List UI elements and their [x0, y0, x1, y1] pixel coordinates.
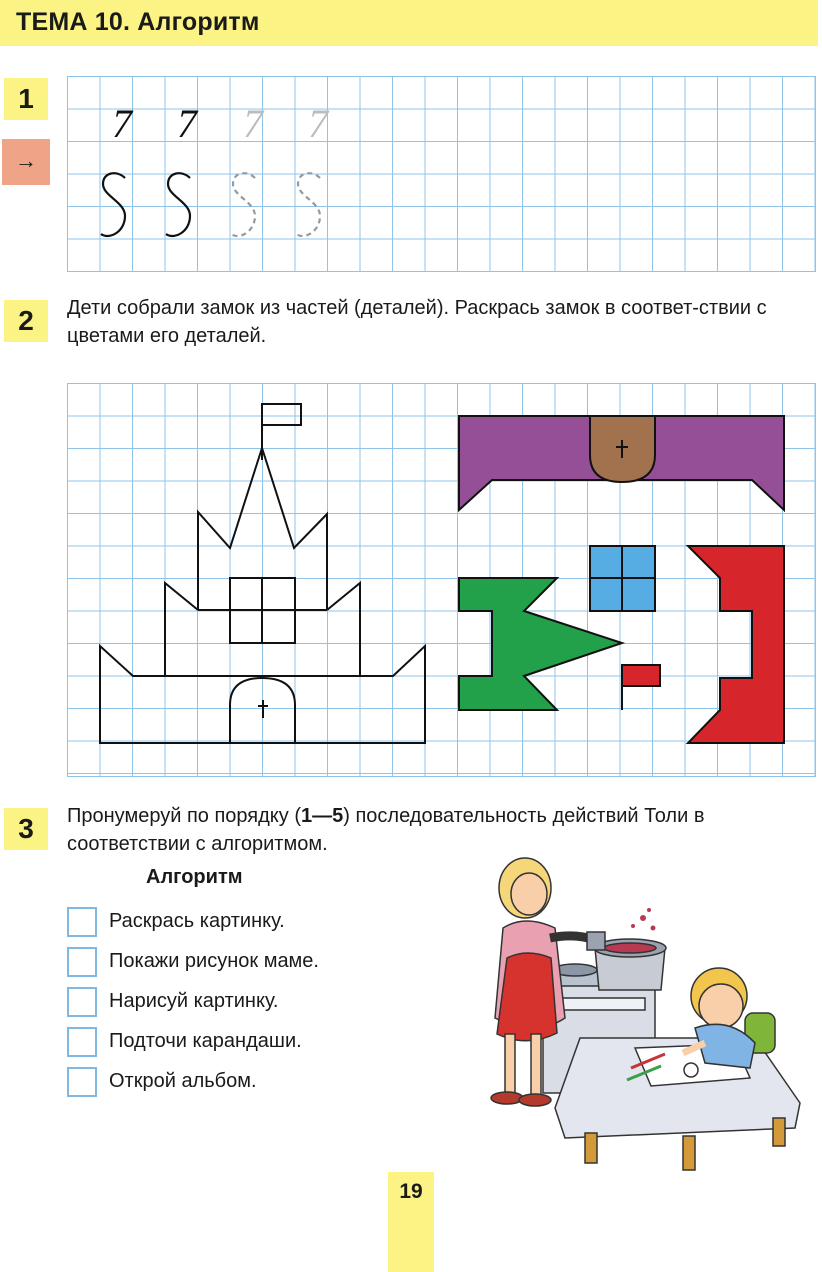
instruction-part-1: Пронумеруй по порядку ( [67, 805, 301, 827]
red-flag-part [622, 665, 660, 686]
task-2-instruction: Дети собрали замок из частей (деталей). Раскрась замок в соответ-ствии с цветами его деталей. [67, 297, 767, 347]
step-label: Подточи карандаши. [109, 1030, 302, 1052]
step-label: Раскрась картинку. [109, 910, 285, 932]
digit-7-trace-1: 7 [243, 101, 263, 146]
algorithm-step[interactable] [67, 1025, 302, 1058]
step-label: Открой альбом. [109, 1070, 257, 1092]
step-label: Покажи рисунок маме. [109, 950, 319, 972]
digit-7-sample-2: 7 [177, 101, 197, 146]
algorithm-step[interactable] [67, 985, 279, 1018]
algorithm-step[interactable] [67, 1065, 257, 1098]
instruction-part-2: ) последовательность действий Толи в соответствии с алгоритмом. [67, 805, 705, 855]
algorithm-step[interactable] [67, 905, 285, 938]
task-3-number: 3 [4, 808, 48, 850]
task-2-number: 2 [4, 300, 48, 342]
step-number-box[interactable] [67, 907, 97, 937]
arrow-right-icon: → [15, 148, 37, 173]
red-wall-part [688, 546, 784, 743]
page-title: ТЕМА 10. Алгоритм [16, 8, 260, 36]
digit-7-trace-2: 7 [308, 101, 328, 146]
step-number-box[interactable] [67, 1067, 97, 1097]
page-number: 19 [388, 1172, 434, 1272]
mother-and-boy-illustration [455, 848, 805, 1178]
digit-7-sample-1: 7 [112, 101, 132, 146]
algorithm-title: Алгоритм [146, 866, 243, 888]
instruction-range: 1—5 [301, 805, 344, 827]
step-number-box[interactable] [67, 987, 97, 1017]
step-number-box[interactable] [67, 947, 97, 977]
step-number-box[interactable] [67, 1027, 97, 1057]
step-label: Нарисуй картинку. [109, 990, 279, 1012]
algorithm-step[interactable] [67, 945, 319, 978]
task-1-number: 1 [4, 78, 48, 120]
